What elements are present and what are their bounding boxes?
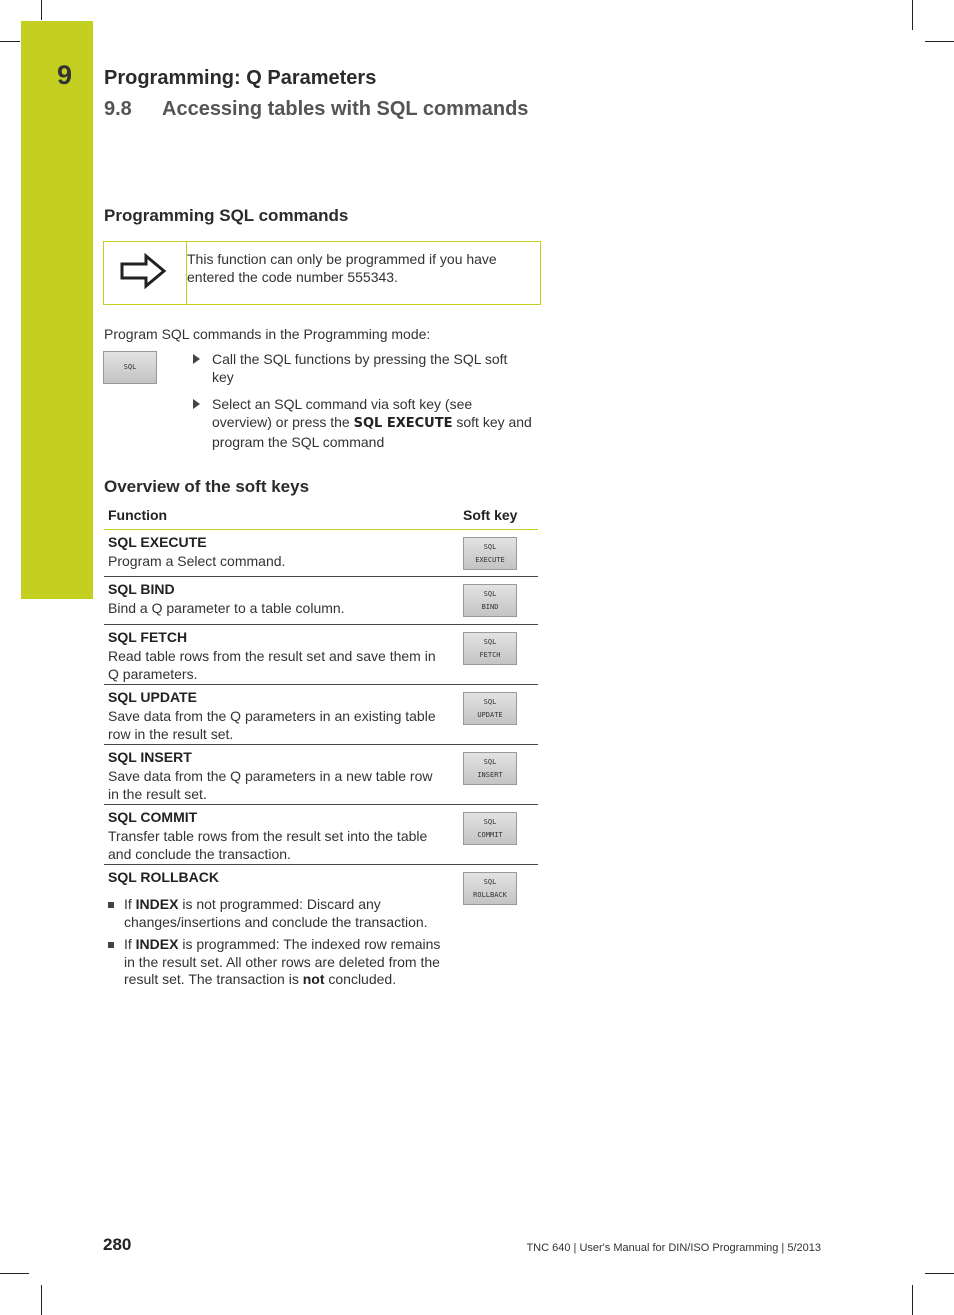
sql-rollback-softkey[interactable] <box>463 872 517 905</box>
softkey-label: BIND <box>481 602 499 611</box>
bullet-emphasis: not <box>302 971 325 987</box>
bullet-text-a: If <box>124 936 136 952</box>
function-name: SQL EXECUTE <box>108 534 207 550</box>
step-2-key: SQL EXECUTE <box>353 416 453 431</box>
crop-mark <box>0 41 20 42</box>
footer-text: TNC 640 | User's Manual for DIN/ISO Programming | 5/2013 <box>526 1242 821 1254</box>
bullet-key: INDEX <box>135 936 179 952</box>
chapter-title: Programming: Q Parameters <box>104 67 377 89</box>
function-desc: Program a Select command. <box>108 553 286 569</box>
bullet-text <box>124 936 444 989</box>
function-name: SQL INSERT <box>108 749 192 765</box>
sql-execute-softkey[interactable] <box>463 537 517 570</box>
softkey-label: SQL <box>483 817 497 826</box>
step-2 <box>193 395 533 451</box>
section-title <box>104 98 528 121</box>
table-row <box>104 530 538 577</box>
bullet-text <box>124 896 444 931</box>
overview-heading: Overview of the soft keys <box>104 477 310 496</box>
triangle-bullet-icon <box>193 399 200 409</box>
table-row <box>104 745 538 805</box>
table-row <box>104 805 538 865</box>
step-2-text <box>212 395 533 451</box>
sql-bind-softkey[interactable] <box>463 584 517 617</box>
table-row <box>104 865 538 1011</box>
table-row <box>104 625 538 685</box>
page-number: 280 <box>103 1235 132 1254</box>
crop-mark <box>41 0 42 20</box>
crop-mark <box>925 1273 954 1274</box>
bullet-text-b: is programmed: The indexed row remains in the result set. All other rows are deleted from the result set. The transaction is <box>124 936 441 987</box>
function-name: SQL UPDATE <box>108 689 197 705</box>
sql-update-softkey[interactable] <box>463 692 517 725</box>
sql-softkey[interactable] <box>103 351 157 384</box>
table-row <box>104 685 538 745</box>
crop-mark <box>912 1285 913 1315</box>
step-2-text-a: Select an SQL command via soft key (see overview) or press the <box>212 396 473 430</box>
note-text: This function can only be programmed if you have entered the code number 555343. <box>187 251 497 285</box>
table-header <box>104 505 538 530</box>
softkey-label: EXECUTE <box>475 555 505 564</box>
function-name: SQL COMMIT <box>108 809 198 825</box>
softkey-label: SQL <box>483 542 497 551</box>
function-desc: Save data from the Q parameters in a new table row in the result set. <box>108 768 433 802</box>
crop-mark <box>0 1273 29 1274</box>
sql-fetch-softkey[interactable] <box>463 632 517 665</box>
programming-heading: Programming SQL commands <box>104 206 349 225</box>
softkey-label: COMMIT <box>477 830 503 839</box>
crop-mark <box>912 0 913 30</box>
bullet-item <box>108 936 444 989</box>
function-name: SQL BIND <box>108 581 175 597</box>
softkey-label: INSERT <box>477 770 503 779</box>
step-1 <box>193 350 533 386</box>
column-header-function: Function <box>108 507 168 523</box>
softkey-label: SQL <box>123 363 137 371</box>
softkey-label: ROLLBACK <box>473 890 507 899</box>
column-header-softkey: Soft key <box>463 507 518 523</box>
bullet-text-c: concluded. <box>324 971 397 987</box>
note-box <box>103 241 541 305</box>
bullet-item <box>108 896 444 931</box>
chapter-number: 9 <box>57 60 73 90</box>
function-desc: Read table rows from the result set and save them in Q parameters. <box>108 648 436 682</box>
step-2-text-b: soft key and program the SQL command <box>212 414 532 450</box>
bullet-text-a: If <box>124 896 136 912</box>
softkey-label: SQL <box>483 697 497 706</box>
softkey-label: SQL <box>483 589 497 598</box>
chapter-tab <box>21 21 93 599</box>
function-name: SQL FETCH <box>108 629 188 645</box>
sql-insert-softkey[interactable] <box>463 752 517 785</box>
arrow-right-icon <box>120 252 168 290</box>
square-bullet-icon <box>108 942 114 948</box>
step-1-text: Call the SQL functions by pressing the SQL soft key <box>212 351 508 385</box>
bullet-key: INDEX <box>135 896 179 912</box>
softkey-label: FETCH <box>479 650 501 659</box>
table-row <box>104 577 538 625</box>
function-desc: Transfer table rows from the result set into the table and conclude the transaction. <box>108 828 428 862</box>
function-desc: Bind a Q parameter to a table column. <box>108 600 345 616</box>
section-title-text: Accessing tables with SQL commands <box>162 98 529 120</box>
bullet-text-b: is not programmed: Discard any changes/insertions and conclude the transaction. <box>124 896 428 930</box>
softkey-label: SQL <box>483 877 497 886</box>
crop-mark <box>925 41 954 42</box>
sql-commit-softkey[interactable] <box>463 812 517 845</box>
softkey-table <box>104 505 538 1011</box>
function-desc: Save data from the Q parameters in an existing table row in the result set. <box>108 708 436 742</box>
softkey-label: UPDATE <box>477 710 503 719</box>
intro-text: Program SQL commands in the Programming mode: <box>104 326 431 342</box>
softkey-label: SQL <box>483 637 497 646</box>
section-number: 9.8 <box>104 98 132 120</box>
crop-mark <box>41 1285 42 1315</box>
softkey-label: SQL <box>483 757 497 766</box>
function-name: SQL ROLLBACK <box>108 869 219 885</box>
square-bullet-icon <box>108 902 114 908</box>
triangle-bullet-icon <box>193 354 200 364</box>
